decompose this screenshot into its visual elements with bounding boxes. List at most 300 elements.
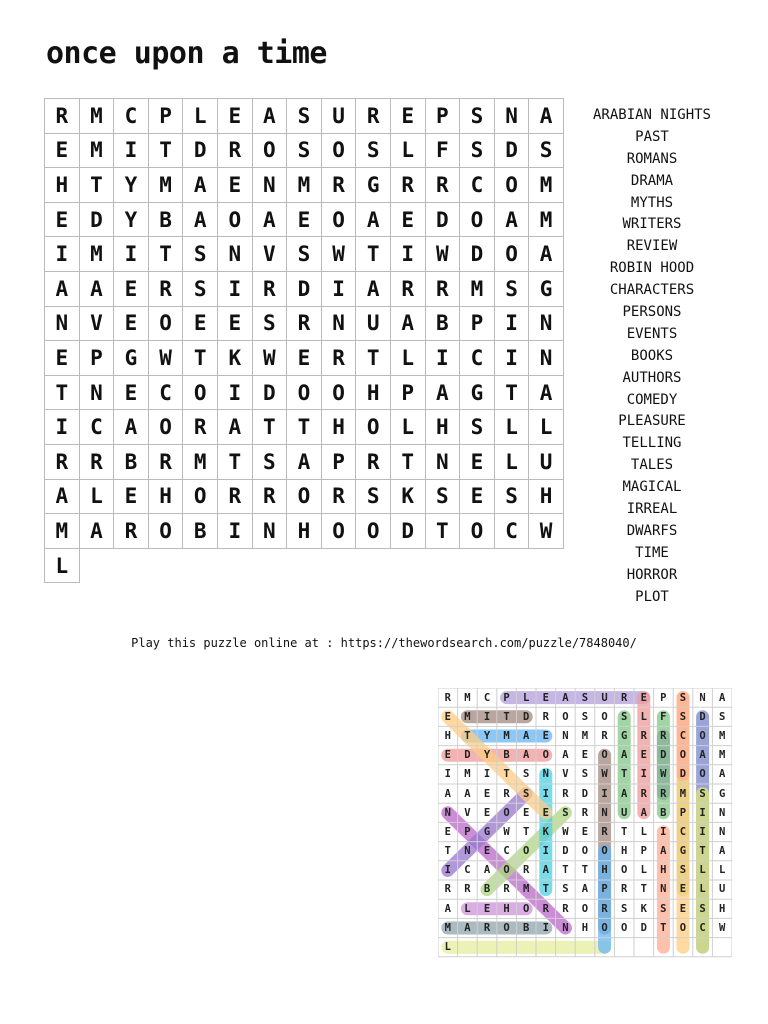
grid-cell[interactable]: U — [356, 307, 391, 342]
grid-cell[interactable]: S — [356, 134, 391, 169]
grid-cell[interactable]: A — [183, 203, 218, 238]
solution-cell: D — [562, 845, 569, 858]
grid-cell[interactable]: A — [80, 272, 115, 307]
grid-cell[interactable]: E — [114, 376, 149, 411]
grid-cell[interactable]: D — [460, 237, 495, 272]
solution-cell: R — [601, 729, 608, 742]
grid-cell[interactable]: A — [218, 410, 253, 445]
solution-cell: Y — [483, 749, 491, 762]
grid-cell[interactable]: I — [495, 341, 530, 376]
grid-cell[interactable]: D — [495, 134, 530, 169]
grid-cell[interactable]: I — [218, 376, 253, 411]
grid-cell[interactable]: H — [529, 480, 564, 515]
grid-cell[interactable]: R — [391, 168, 426, 203]
grid-cell[interactable]: D — [80, 203, 115, 238]
grid-cell[interactable]: T — [149, 134, 184, 169]
word-list-item: REVIEW — [626, 238, 678, 255]
solution-cell: N — [562, 729, 569, 742]
solution-cell: T — [503, 768, 510, 781]
grid-cell[interactable]: U — [322, 99, 357, 134]
grid-cell[interactable]: N — [322, 307, 357, 342]
grid-cell[interactable]: I — [322, 272, 357, 307]
grid-cell[interactable]: M — [80, 237, 115, 272]
grid-cell[interactable]: I — [114, 134, 149, 169]
grid-cell[interactable]: Y — [114, 203, 149, 238]
grid-cell[interactable]: R — [426, 272, 461, 307]
word-list-item: ARABIAN NIGHTS — [592, 107, 711, 123]
grid-cell[interactable]: A — [253, 203, 288, 238]
grid-cell[interactable]: I — [218, 514, 253, 549]
solution-cell: L — [699, 864, 706, 877]
solution-cell: D — [581, 787, 589, 800]
grid-cell[interactable]: Y — [114, 168, 149, 203]
grid-cell[interactable]: R — [322, 341, 357, 376]
grid-cell[interactable]: C — [114, 99, 149, 134]
grid-cell[interactable]: A — [391, 307, 426, 342]
solution-cell: E — [483, 806, 491, 819]
word-list-item: DWARFS — [626, 522, 678, 539]
grid-cell[interactable]: C — [80, 410, 115, 445]
grid-cell[interactable]: O — [495, 237, 530, 272]
solution-cell: S — [581, 768, 589, 781]
grid-cell[interactable]: A — [287, 445, 322, 480]
grid-cell[interactable]: A — [356, 203, 391, 238]
grid-cell[interactable]: O — [356, 514, 391, 549]
grid-cell[interactable]: S — [356, 480, 391, 515]
grid-cell[interactable]: M — [183, 445, 218, 480]
grid-cell[interactable]: R — [253, 272, 288, 307]
grid-cell[interactable]: E — [218, 168, 253, 203]
grid-cell[interactable]: I — [114, 237, 149, 272]
solution-cell: E — [679, 883, 687, 896]
grid-cell[interactable]: S — [253, 307, 288, 342]
grid-cell[interactable]: N — [529, 307, 564, 342]
solution-cell: I — [660, 825, 667, 838]
grid-cell[interactable]: S — [287, 237, 322, 272]
grid-cell[interactable]: E — [287, 341, 322, 376]
grid-cell[interactable]: R — [149, 272, 184, 307]
grid-cell[interactable]: N — [426, 445, 461, 480]
grid-cell[interactable]: E — [114, 272, 149, 307]
grid-cell[interactable]: O — [322, 203, 357, 238]
grid-cell[interactable]: O — [322, 134, 357, 169]
grid-cell[interactable]: B — [183, 514, 218, 549]
grid-cell[interactable]: R — [253, 480, 288, 515]
solution-cell: E — [444, 749, 451, 762]
word-list-item: ROBIN HOOD — [609, 260, 695, 277]
grid-cell[interactable]: M — [287, 168, 322, 203]
grid-cell[interactable]: T — [495, 376, 530, 411]
grid-cell[interactable]: L — [495, 410, 530, 445]
word-list-item: PERSONS — [622, 304, 682, 321]
grid-cell[interactable]: S — [460, 134, 495, 169]
grid-cell[interactable]: A — [253, 99, 288, 134]
solution-cell: S — [699, 787, 706, 800]
grid-cell[interactable]: P — [149, 99, 184, 134]
word-list-item: DRAMA — [630, 172, 674, 189]
grid-cell[interactable]: T — [218, 445, 253, 480]
grid-cell[interactable]: I — [495, 307, 530, 342]
solution-cell: V — [464, 806, 471, 819]
grid-cell[interactable]: K — [218, 341, 253, 376]
grid-cell[interactable]: R — [218, 480, 253, 515]
word-list-item: BOOKS — [630, 347, 674, 364]
solution-cell: N — [542, 768, 549, 781]
grid-cell[interactable]: T — [391, 445, 426, 480]
grid-cell[interactable]: E — [45, 341, 80, 376]
grid-cell[interactable]: O — [183, 376, 218, 411]
grid-cell[interactable]: G — [529, 272, 564, 307]
grid-cell[interactable]: O — [218, 203, 253, 238]
word-list-item: TIME — [635, 544, 669, 561]
grid-cell[interactable]: A — [80, 514, 115, 549]
solution-cell: D — [699, 710, 706, 723]
solution-cell: M — [464, 691, 471, 704]
grid-cell[interactable]: T — [287, 410, 322, 445]
grid-cell[interactable]: N — [253, 514, 288, 549]
grid-cell[interactable]: O — [287, 376, 322, 411]
grid-cell[interactable]: R — [356, 99, 391, 134]
solution-cell: P — [464, 825, 471, 838]
grid-cell[interactable]: G — [460, 376, 495, 411]
grid-cell[interactable]: D — [391, 514, 426, 549]
solution-cell: R — [542, 710, 549, 723]
grid-cell[interactable]: E — [391, 99, 426, 134]
grid-cell[interactable]: H — [149, 480, 184, 515]
grid-cell[interactable]: W — [149, 341, 184, 376]
grid-cell[interactable]: N — [45, 307, 80, 342]
solution-cell: A — [444, 902, 451, 915]
word-list-item: WRITERS — [622, 216, 682, 233]
grid-cell[interactable]: O — [183, 480, 218, 515]
grid-cell[interactable]: E — [287, 203, 322, 238]
solution-cell: E — [444, 825, 451, 838]
solution-cell: A — [444, 787, 451, 800]
grid-cell[interactable]: R — [45, 445, 80, 480]
grid-cell[interactable]: O — [495, 168, 530, 203]
grid-cell[interactable]: T — [45, 376, 80, 411]
solution-cell: M — [718, 729, 726, 742]
grid-cell[interactable]: T — [253, 410, 288, 445]
solution-cell: E — [444, 710, 451, 723]
grid-cell[interactable]: G — [356, 168, 391, 203]
grid-cell[interactable]: M — [149, 168, 184, 203]
grid-cell[interactable]: O — [253, 134, 288, 169]
solution-cell: M — [444, 921, 451, 934]
grid-cell[interactable]: S — [495, 272, 530, 307]
grid-cell[interactable]: T — [183, 341, 218, 376]
grid-cell[interactable]: I — [45, 237, 80, 272]
solution-cell: M — [581, 729, 589, 742]
grid-cell[interactable]: I — [218, 272, 253, 307]
grid-cell[interactable]: E — [114, 307, 149, 342]
grid-cell[interactable]: P — [322, 445, 357, 480]
grid-cell[interactable]: A — [529, 237, 564, 272]
solution-cell: T — [562, 864, 569, 877]
solution-cell: K — [640, 902, 647, 915]
grid-cell[interactable]: W — [426, 237, 461, 272]
grid-cell[interactable]: L — [391, 341, 426, 376]
grid-cell[interactable]: A — [114, 410, 149, 445]
grid-cell[interactable]: I — [45, 410, 80, 445]
grid-cell[interactable]: M — [45, 514, 80, 549]
grid-cell[interactable]: S — [426, 480, 461, 515]
grid-cell[interactable]: V — [253, 237, 288, 272]
grid-cell[interactable]: G — [114, 341, 149, 376]
grid-cell[interactable]: E — [460, 480, 495, 515]
grid-cell[interactable]: C — [460, 168, 495, 203]
grid-cell[interactable]: M — [460, 272, 495, 307]
grid-cell[interactable]: O — [460, 203, 495, 238]
grid-cell[interactable]: W — [322, 237, 357, 272]
grid-cell[interactable]: I — [426, 341, 461, 376]
solution-cell: C — [483, 691, 491, 704]
solution-cell: E — [483, 787, 491, 800]
grid-cell[interactable]: E — [460, 445, 495, 480]
solution-cell: I — [483, 768, 491, 781]
grid-cell[interactable]: H — [287, 514, 322, 549]
grid-cell[interactable]: B — [426, 307, 461, 342]
grid-cell[interactable]: R — [287, 307, 322, 342]
grid-cell[interactable]: R — [391, 272, 426, 307]
grid-cell[interactable]: M — [529, 203, 564, 238]
grid-cell[interactable]: S — [183, 272, 218, 307]
solution-cell: A — [464, 787, 471, 800]
solution-cell: U — [718, 883, 726, 896]
solution-cell: C — [679, 729, 687, 742]
solution-cell: R — [620, 691, 628, 704]
grid-cell[interactable]: B — [114, 445, 149, 480]
solution-cell: D — [640, 921, 647, 934]
solution-cell: U — [620, 806, 628, 819]
solution-cell: L — [640, 710, 647, 723]
grid-cell[interactable]: E — [218, 307, 253, 342]
grid-cell[interactable]: A — [495, 203, 530, 238]
grid-cell[interactable]: T — [356, 237, 391, 272]
solution-cell: C — [679, 825, 687, 838]
grid-cell[interactable]: O — [149, 514, 184, 549]
grid-cell[interactable]: T — [80, 168, 115, 203]
solution-cell: T — [640, 883, 647, 896]
grid-cell[interactable]: P — [460, 307, 495, 342]
solution-cell: S — [679, 691, 687, 704]
grid-cell[interactable]: E — [183, 307, 218, 342]
grid-cell[interactable]: L — [45, 549, 80, 584]
grid-cell[interactable]: R — [322, 480, 357, 515]
footer-link-text[interactable]: Play this puzzle online at : https://thewordsearch.com/puzzle/7848040/ — [131, 636, 637, 650]
grid-cell[interactable]: P — [80, 341, 115, 376]
solution-cell: O — [581, 845, 589, 858]
grid-cell[interactable]: L — [391, 134, 426, 169]
solution-cell: W — [601, 768, 608, 781]
solution-cell: I — [601, 787, 608, 800]
grid-cell[interactable]: N — [253, 168, 288, 203]
grid-cell[interactable]: T — [149, 237, 184, 272]
solution-cell: D — [679, 768, 687, 781]
solution-cell: O — [601, 749, 608, 762]
grid-cell[interactable]: H — [356, 376, 391, 411]
grid-cell[interactable]: K — [391, 480, 426, 515]
solution-cell: O — [503, 864, 510, 877]
grid-cell[interactable]: R — [114, 514, 149, 549]
grid-cell[interactable]: S — [287, 134, 322, 169]
grid-cell[interactable]: L — [495, 445, 530, 480]
solution-cell: T — [620, 825, 628, 838]
puzzle-grid[interactable] — [44, 98, 564, 583]
grid-cell[interactable]: E — [391, 203, 426, 238]
solution-cell: A — [483, 864, 491, 877]
grid-cell[interactable]: I — [391, 237, 426, 272]
grid-cell[interactable]: R — [183, 410, 218, 445]
grid-cell[interactable]: A — [356, 272, 391, 307]
solution-cell: H — [601, 864, 608, 877]
grid-cell[interactable]: R — [356, 445, 391, 480]
grid-cell[interactable]: A — [529, 376, 564, 411]
solution-cell: M — [679, 787, 687, 800]
solution-cell: P — [640, 845, 647, 858]
grid-cell[interactable]: C — [149, 376, 184, 411]
grid-cell[interactable]: D — [183, 134, 218, 169]
solution-cell: R — [444, 691, 451, 704]
grid-cell[interactable]: A — [529, 99, 564, 134]
grid-cell[interactable]: H — [45, 168, 80, 203]
grid-cell[interactable]: L — [183, 99, 218, 134]
grid-cell[interactable]: A — [426, 376, 461, 411]
solution-cell: O — [503, 921, 510, 934]
solution-cell: W — [503, 825, 510, 838]
grid-cell[interactable]: F — [426, 134, 461, 169]
solution-cell: U — [601, 691, 608, 704]
solution-cell: I — [542, 845, 549, 858]
solution-cell: M — [523, 883, 530, 896]
solution-cell: Y — [483, 729, 491, 742]
grid-cell[interactable]: O — [322, 514, 357, 549]
solution-cell: R — [562, 902, 569, 915]
solution-cell: E — [542, 806, 549, 819]
grid-cell[interactable]: W — [529, 514, 564, 549]
solution-cell: H — [620, 845, 628, 858]
solution-cell: O — [601, 710, 608, 723]
solution-cell: P — [660, 691, 667, 704]
grid-cell[interactable]: U — [529, 445, 564, 480]
solution-cell: I — [640, 768, 647, 781]
solution-cell: A — [523, 729, 530, 742]
grid-cell[interactable]: E — [218, 99, 253, 134]
grid-cell[interactable]: R — [322, 168, 357, 203]
solution-cell: T — [660, 921, 667, 934]
grid-cell[interactable]: O — [356, 410, 391, 445]
grid-cell[interactable]: M — [80, 99, 115, 134]
word-list-item: PLOT — [635, 588, 669, 605]
grid-cell[interactable]: W — [253, 341, 288, 376]
grid-cell[interactable]: V — [80, 307, 115, 342]
solution-cell: O — [679, 921, 687, 934]
grid-cell[interactable]: N — [495, 99, 530, 134]
word-list-item: AUTHORS — [622, 369, 682, 386]
grid-cell[interactable]: S — [287, 99, 322, 134]
solution-cell: G — [718, 787, 726, 800]
grid-cell[interactable]: O — [287, 480, 322, 515]
solution-cell: S — [562, 883, 569, 896]
grid-cell[interactable]: A — [45, 272, 80, 307]
grid-cell[interactable]: A — [45, 480, 80, 515]
solution-cell: E — [523, 806, 530, 819]
grid-cell[interactable]: S — [460, 99, 495, 134]
solution-grid — [438, 688, 732, 966]
grid-cell[interactable]: L — [391, 410, 426, 445]
grid-cell[interactable]: P — [391, 376, 426, 411]
grid-cell[interactable]: E — [45, 134, 80, 169]
grid-cell[interactable]: O — [149, 307, 184, 342]
solution-cell: O — [581, 902, 589, 915]
word-list-item: TALES — [630, 457, 674, 474]
word-list-item: COMEDY — [626, 391, 678, 408]
grid-cell[interactable]: M — [80, 134, 115, 169]
grid-cell[interactable]: R — [218, 134, 253, 169]
grid-cell[interactable]: S — [495, 480, 530, 515]
grid-cell[interactable]: A — [183, 168, 218, 203]
grid-cell[interactable]: N — [529, 341, 564, 376]
grid-cell[interactable]: L — [80, 480, 115, 515]
grid-cell[interactable]: S — [183, 237, 218, 272]
grid-cell[interactable]: H — [426, 410, 461, 445]
grid-cell[interactable]: T — [356, 341, 391, 376]
solution-cell: G — [620, 729, 628, 742]
grid-cell[interactable]: C — [495, 514, 530, 549]
grid-cell[interactable]: C — [460, 341, 495, 376]
solution-cell: T — [542, 883, 549, 896]
solution-cell: G — [679, 845, 687, 858]
solution-cell: O — [601, 845, 608, 858]
solution-cell: O — [523, 902, 530, 915]
grid-cell[interactable]: P — [426, 99, 461, 134]
solution-cell: B — [523, 921, 530, 934]
grid-cell[interactable]: L — [529, 410, 564, 445]
solution-cell: A — [542, 864, 549, 877]
grid-cell[interactable]: O — [322, 376, 357, 411]
grid-cell[interactable]: N — [80, 376, 115, 411]
solution-cell: R — [581, 806, 589, 819]
grid-cell[interactable]: M — [529, 168, 564, 203]
grid-cell[interactable]: T — [426, 514, 461, 549]
solution-cell: L — [523, 691, 530, 704]
solution-cell: I — [444, 864, 451, 877]
solution-cell: H — [660, 864, 667, 877]
solution-cell: E — [581, 825, 589, 838]
grid-cell[interactable]: R — [80, 445, 115, 480]
grid-cell[interactable]: R — [426, 168, 461, 203]
grid-cell[interactable]: S — [460, 410, 495, 445]
grid-cell[interactable]: D — [426, 203, 461, 238]
solution-cell: M — [464, 768, 471, 781]
grid-cell[interactable]: R — [149, 445, 184, 480]
grid-cell[interactable]: H — [322, 410, 357, 445]
grid-cell[interactable]: O — [460, 514, 495, 549]
solution-cell: R — [601, 902, 608, 915]
word-list-item: TELLING — [622, 435, 682, 452]
grid-cell[interactable]: O — [149, 410, 184, 445]
grid-cell[interactable]: B — [149, 203, 184, 238]
grid-cell[interactable]: D — [253, 376, 288, 411]
grid-cell[interactable]: N — [218, 237, 253, 272]
grid-cell[interactable]: S — [253, 445, 288, 480]
grid-cell[interactable]: R — [45, 99, 80, 134]
grid-cell[interactable]: S — [529, 134, 564, 169]
solution-cell: C — [699, 921, 706, 934]
grid-cell[interactable]: E — [45, 203, 80, 238]
grid-cell[interactable]: E — [114, 480, 149, 515]
grid-cell[interactable]: D — [287, 272, 322, 307]
